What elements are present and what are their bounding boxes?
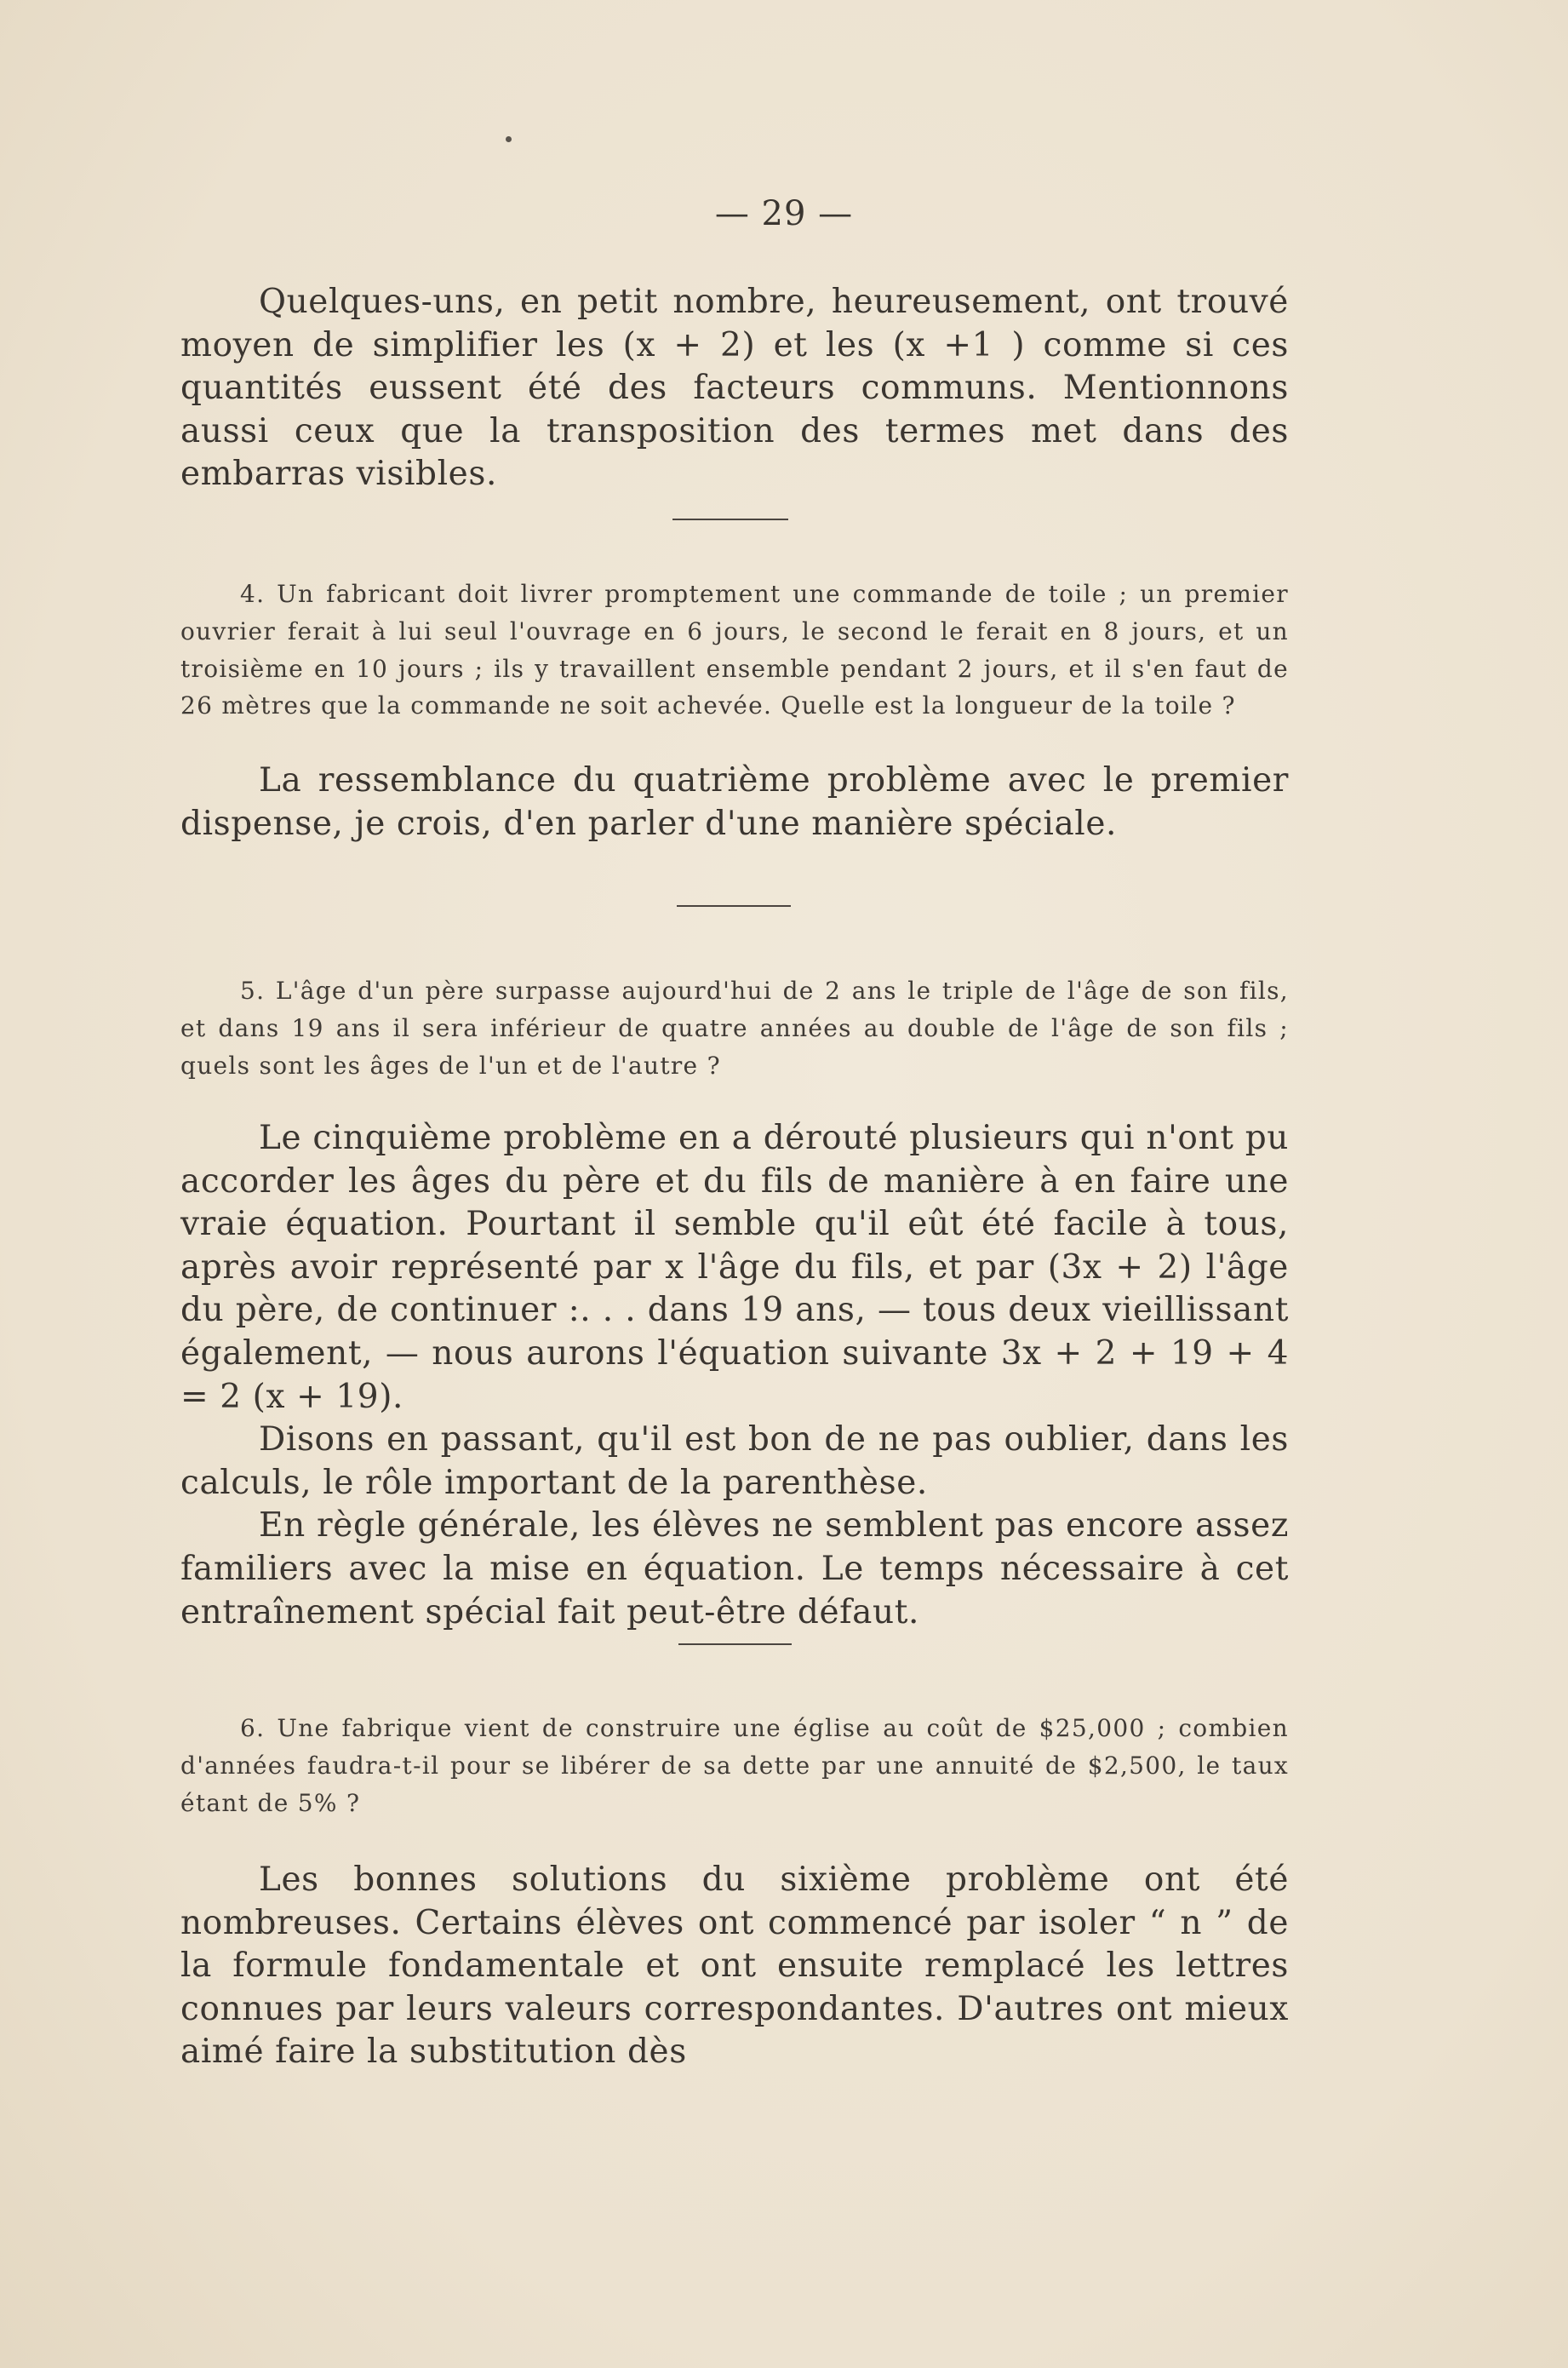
paragraph-text: Disons en passant, qu'il est bon de ne pas oublier, dans les calculs, le rôle important de la parenthèse. [180, 1420, 1289, 1502]
paragraph-text: Le cinquième problème en a dérouté plusieurs qui n'ont pu accorder les âges du père et du fils de manière à en faire une vraie équation. Pourtant il semble qu'il eût été facile à tous, après avoir représenté par x l'âge du fils, et par (3x + 2) l'âge du père, de continuer :. . . dans 19 ans, — tous deux vieillissant également, — nous aurons l'équation suivante 3x + 2 + 19 + 4 = 2 (x + 19). [180, 1119, 1289, 1416]
problem-6-statement [180, 1710, 1289, 1821]
problem-4-statement [180, 576, 1289, 725]
section-divider [677, 905, 791, 907]
problem-text: 6. Une fabrique vient de construire une église au coût de $25,000 ; combien d'années faudra-t-il pour se libérer de sa dette par une annuité de $2,500, le taux étant de 5% ? [180, 1714, 1289, 1817]
paragraph-text: Quelques-uns, en petit nombre, heureusement, ont trouvé moyen de simplifier les (x + 2) et les (x +1 ) comme si ces quantités eussent été des facteurs communs. Mentionnons aussi ceux que la transposition des termes met dans des embarras visibles. [180, 283, 1289, 494]
paragraph-text: La ressemblance du quatrième problème avec le premier dispense, je crois, d'en parler d'une manière spéciale. [180, 761, 1289, 843]
problem-text: 5. L'âge d'un père surpasse aujourd'hui de 2 ans le triple de l'âge de son fils, et dans 19 ans il sera inférieur de quatre années au double de l'âge de son fils ; quels sont les âges de l'un et de l'autre ? [180, 977, 1289, 1080]
problem-text: 4. Un fabricant doit livrer promptement une commande de toile ; un premier ouvrier ferait à lui seul l'ouvrage en 6 jours, le second le ferait en 8 jours, et un troisième en 10 jours ; ils y travaillent ensemble pendant 2 jours, et il s'en faut de 26 mètres que la commande ne soit achevée. Quelle est la longueur de la toile ? [180, 580, 1289, 720]
paragraph-text: Les bonnes solutions du sixième problème ont été nombreuses. Certains élèves ont commencé par isoler “ n ” de la formule fondamentale et ont ensuite remplacé les lettres connues par leurs valeurs correspondantes. D'autres ont mieux aimé faire la substitution dès [180, 1861, 1289, 2072]
paragraph-problem-4-comment [180, 760, 1289, 846]
page-number: — 29 — [714, 194, 854, 233]
paragraph-problem-6-comment [180, 1859, 1289, 2074]
problem-5-statement [180, 972, 1289, 1084]
section-divider [678, 1643, 792, 1645]
paragraph-text: En règle générale, les élèves ne semblent pas encore assez familiers avec la mise en équation. Le temps nécessaire à cet entraînement spécial fait peut-être défaut. [180, 1506, 1289, 1631]
section-divider [672, 519, 788, 520]
ink-speck [506, 136, 512, 142]
paragraph-problem-5-comment [180, 1117, 1289, 1634]
paragraph-transposition-errors [180, 281, 1289, 496]
